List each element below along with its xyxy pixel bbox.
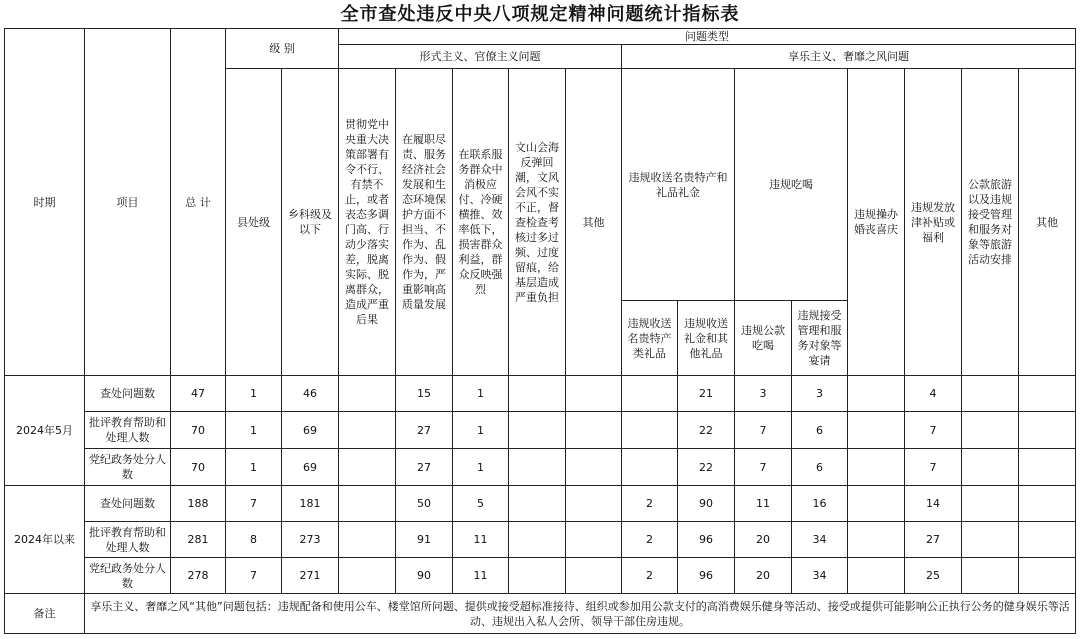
h1a-cell — [622, 376, 678, 412]
h1a-cell — [622, 449, 678, 486]
h1b-cell: 96 — [678, 558, 735, 594]
f4-cell — [509, 486, 566, 522]
h2b-cell: 6 — [792, 412, 848, 449]
header-formalism-2: 在履职尽责、服务经济社会发展和生态环境保护方面不担当、不作为、乱作为、假作为，严重影响高质量发展 — [396, 69, 453, 376]
township-cell: 273 — [282, 522, 339, 558]
total-cell: 278 — [171, 558, 226, 594]
item-cell: 批评教育帮助和处理人数 — [85, 412, 171, 449]
h2b-cell: 16 — [792, 486, 848, 522]
f4-cell — [509, 412, 566, 449]
period-cell: 2024年以来 — [5, 486, 85, 594]
f3-cell: 1 — [453, 449, 509, 486]
table-row — [5, 412, 1076, 449]
h3-cell — [848, 449, 905, 486]
h6-cell — [1019, 486, 1076, 522]
f1-cell — [339, 558, 396, 594]
item-cell: 党纪政务处分人数 — [85, 558, 171, 594]
statistics-table — [4, 28, 1076, 634]
h1a-cell: 2 — [622, 486, 678, 522]
h4-cell: 25 — [905, 558, 962, 594]
h6-cell — [1019, 449, 1076, 486]
h3-cell — [848, 486, 905, 522]
h3-cell — [848, 376, 905, 412]
h2b-cell: 3 — [792, 376, 848, 412]
h3-cell — [848, 522, 905, 558]
table-row — [5, 522, 1076, 558]
item-cell: 批评教育帮助和处理人数 — [85, 522, 171, 558]
h1b-cell: 90 — [678, 486, 735, 522]
header-dining: 违规吃喝 — [735, 69, 848, 301]
h2b-cell: 34 — [792, 522, 848, 558]
h4-cell: 4 — [905, 376, 962, 412]
header-formalism: 形式主义、官僚主义问题 — [339, 45, 622, 69]
f5-cell — [566, 522, 622, 558]
f3-cell: 1 — [453, 376, 509, 412]
f2-cell: 90 — [396, 558, 453, 594]
header-level: 级 别 — [226, 29, 339, 69]
township-cell: 69 — [282, 412, 339, 449]
h2a-cell: 11 — [735, 486, 792, 522]
note-row — [5, 594, 1076, 634]
h4-cell: 7 — [905, 412, 962, 449]
f4-cell — [509, 376, 566, 412]
f2-cell: 27 — [396, 449, 453, 486]
f4-cell — [509, 449, 566, 486]
f5-cell — [566, 558, 622, 594]
f1-cell — [339, 412, 396, 449]
f4-cell — [509, 522, 566, 558]
h4-cell: 14 — [905, 486, 962, 522]
f4-cell — [509, 558, 566, 594]
header-item: 项目 — [85, 29, 171, 376]
h6-cell — [1019, 376, 1076, 412]
note-text: 享乐主义、奢靡之风“其他”问题包括：违规配备和使用公车、楼堂馆所问题、提供或接受超标准接待、组织或参加用公款支付的高消费娱乐健身等活动、接受或提供可能影响公正执行公务的健身娱乐等活动、违规出入私人会所、领导干部住房违规。 — [85, 594, 1076, 634]
h2a-cell: 20 — [735, 522, 792, 558]
county-cell: 1 — [226, 449, 282, 486]
header-allowances: 违规发放津补贴或福利 — [905, 69, 962, 376]
township-cell: 271 — [282, 558, 339, 594]
header-travel: 公款旅游以及违规接受管理和服务对象等旅游活动安排 — [962, 69, 1019, 376]
f5-cell — [566, 449, 622, 486]
f1-cell — [339, 376, 396, 412]
header-formalism-other: 其他 — [566, 69, 622, 376]
county-cell: 7 — [226, 486, 282, 522]
total-cell: 188 — [171, 486, 226, 522]
item-cell: 党纪政务处分人数 — [85, 449, 171, 486]
total-cell: 47 — [171, 376, 226, 412]
f1-cell — [339, 449, 396, 486]
header-weddings-funerals: 违规操办婚丧喜庆 — [848, 69, 905, 376]
f2-cell: 91 — [396, 522, 453, 558]
township-cell: 69 — [282, 449, 339, 486]
county-cell: 1 — [226, 412, 282, 449]
h1a-cell: 2 — [622, 558, 678, 594]
header-gifts-specialty: 违规收送名贵特产类礼品 — [622, 301, 678, 376]
f2-cell: 50 — [396, 486, 453, 522]
f5-cell — [566, 412, 622, 449]
period-cell: 2024年5月 — [5, 376, 85, 486]
h4-cell: 7 — [905, 449, 962, 486]
township-cell: 46 — [282, 376, 339, 412]
item-cell: 查处问题数 — [85, 486, 171, 522]
county-cell: 1 — [226, 376, 282, 412]
header-formalism-4: 文山会海反弹回潮，文风会风不实不正，督查检查考核过多过频、过度留痕，给基层造成严重负担 — [509, 69, 566, 376]
table-row — [5, 558, 1076, 594]
f2-cell: 27 — [396, 412, 453, 449]
h2a-cell: 3 — [735, 376, 792, 412]
table-row — [5, 449, 1076, 486]
h3-cell — [848, 412, 905, 449]
header-hedonism: 享乐主义、奢靡之风问题 — [622, 45, 1076, 69]
header-county-level: 县处级 — [226, 69, 282, 376]
h6-cell — [1019, 412, 1076, 449]
h1b-cell: 21 — [678, 376, 735, 412]
h5-cell — [962, 522, 1019, 558]
f3-cell: 11 — [453, 558, 509, 594]
h1a-cell — [622, 412, 678, 449]
h1a-cell: 2 — [622, 522, 678, 558]
h6-cell — [1019, 522, 1076, 558]
h3-cell — [848, 558, 905, 594]
f3-cell: 1 — [453, 412, 509, 449]
h5-cell — [962, 558, 1019, 594]
f5-cell — [566, 486, 622, 522]
table-row — [5, 486, 1076, 522]
header-total: 总 计 — [171, 29, 226, 376]
total-cell: 70 — [171, 412, 226, 449]
f1-cell — [339, 486, 396, 522]
header-township-level: 乡科级及以下 — [282, 69, 339, 376]
h5-cell — [962, 486, 1019, 522]
h5-cell — [962, 449, 1019, 486]
f2-cell: 15 — [396, 376, 453, 412]
f1-cell — [339, 522, 396, 558]
header-problem-type: 问题类型 — [339, 29, 1076, 45]
h2b-cell: 34 — [792, 558, 848, 594]
county-cell: 7 — [226, 558, 282, 594]
item-cell: 查处问题数 — [85, 376, 171, 412]
h6-cell — [1019, 558, 1076, 594]
county-cell: 8 — [226, 522, 282, 558]
h1b-cell: 22 — [678, 412, 735, 449]
h5-cell — [962, 376, 1019, 412]
h5-cell — [962, 412, 1019, 449]
header-dining-banquets: 违规接受管理和服务对象等宴请 — [792, 301, 848, 376]
header-dining-public-funds: 违规公款吃喝 — [735, 301, 792, 376]
h1b-cell: 96 — [678, 522, 735, 558]
total-cell: 70 — [171, 449, 226, 486]
h2a-cell: 20 — [735, 558, 792, 594]
header-formalism-3: 在联系服务群众中消极应付、冷硬横推、效率低下，损害群众利益，群众反映强烈 — [453, 69, 509, 376]
note-label: 备注 — [5, 594, 85, 634]
page-title: 全市查处违反中央八项规定精神问题统计指标表 — [340, 4, 740, 25]
h4-cell: 27 — [905, 522, 962, 558]
header-gifts-cash: 违规收送礼金和其他礼品 — [678, 301, 735, 376]
township-cell: 181 — [282, 486, 339, 522]
f3-cell: 5 — [453, 486, 509, 522]
header-period: 时期 — [5, 29, 85, 376]
total-cell: 281 — [171, 522, 226, 558]
header-formalism-1: 贯彻党中央重大决策部署有令不行、有禁不止，或者表态多调门高、行动少落实差，脱离实际、脱离群众，造成严重后果 — [339, 69, 396, 376]
table-row — [5, 376, 1076, 412]
header-gifts: 违规收送名贵特产和礼品礼金 — [622, 69, 735, 301]
h2a-cell: 7 — [735, 449, 792, 486]
h2a-cell: 7 — [735, 412, 792, 449]
header-hedonism-other: 其他 — [1019, 69, 1076, 376]
header-row-1 — [5, 29, 1076, 45]
f5-cell — [566, 376, 622, 412]
h2b-cell: 6 — [792, 449, 848, 486]
h1b-cell: 22 — [678, 449, 735, 486]
f3-cell: 11 — [453, 522, 509, 558]
